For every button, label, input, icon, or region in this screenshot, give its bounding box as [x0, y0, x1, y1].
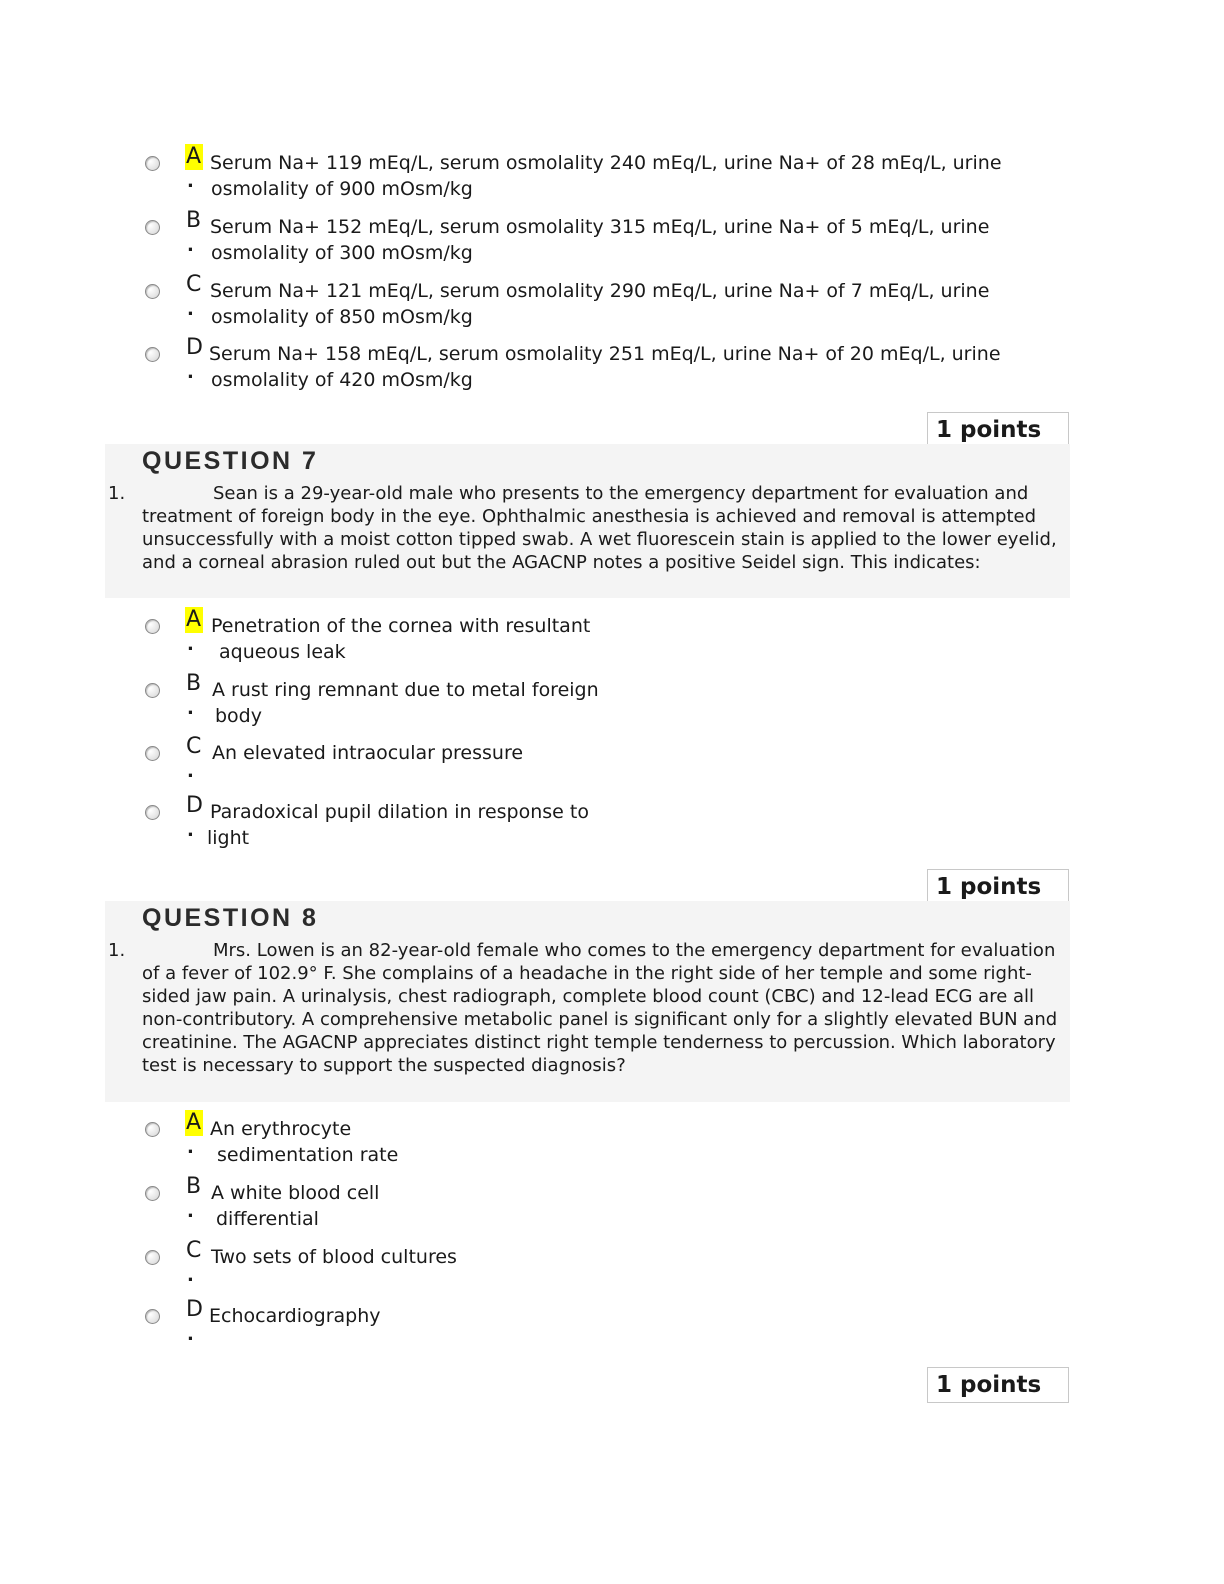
points-box-q9: [927, 1367, 1069, 1403]
option-text-line1: Two sets of blood cultures: [211, 1246, 457, 1268]
option-text-line2: osmolality of 900 mOsm/kg: [211, 178, 473, 200]
points-label: 1 points: [936, 1372, 1042, 1398]
radio-button-icon[interactable]: [145, 746, 160, 761]
question-text: [142, 482, 1067, 574]
option-period: .: [187, 634, 194, 655]
points-label: 1 points: [936, 417, 1042, 443]
radio-button-icon[interactable]: [145, 220, 160, 235]
option-period: .: [187, 1324, 194, 1345]
question-title: QUESTION 7: [142, 447, 319, 475]
option-letter: D: [186, 335, 203, 360]
option-letter: A: [186, 1110, 202, 1135]
option-text-line1: Serum Na+ 158 mEq/L, serum osmolality 251 mEq/L, urine Na+ of 20 mEq/L, urine: [209, 343, 1001, 365]
option-letter: A: [186, 607, 202, 632]
option-text-line2: light: [207, 827, 250, 849]
option-letter: D: [186, 793, 203, 818]
points-label: 1 points: [936, 874, 1042, 900]
option-letter: C: [186, 734, 202, 759]
option-period: .: [187, 1137, 194, 1158]
option-text-line1: A rust ring remnant due to metal foreign: [212, 679, 599, 701]
radio-button-icon[interactable]: [145, 1309, 160, 1324]
option-text-line1: Serum Na+ 121 mEq/L, serum osmolality 290 mEq/L, urine Na+ of 7 mEq/L, urine: [210, 280, 990, 302]
option-text-line2: osmolality of 420 mOsm/kg: [211, 369, 473, 391]
option-text-line1: An erythrocyte: [210, 1118, 352, 1140]
option-period: .: [187, 299, 194, 320]
question-number: 1.: [108, 940, 126, 961]
option-letter: C: [186, 272, 202, 297]
option-letter: B: [186, 208, 202, 233]
option-text-line2: sedimentation rate: [217, 1144, 399, 1166]
option-text-line1: Penetration of the cornea with resultant: [211, 615, 591, 637]
option-text-line1: Paradoxical pupil dilation in response to: [210, 801, 589, 823]
question-prompt: Sean is a 29-year-old male who presents to the emergency department for evaluation and treatment of foreign body in the eye. Ophthalmic anesthesia is achieved and removal is attempted unsuccessfully with a moist cotton tipped swab. A wet fluorescein stain is applied to the lower eyelid, and a corneal abrasion ruled out but the AGACNP notes a positive Seidel sign. This indicates:: [142, 483, 1057, 573]
question-text: [142, 939, 1067, 1077]
option-letter: B: [186, 1174, 202, 1199]
radio-button-icon[interactable]: [145, 1186, 160, 1201]
option-text-line2: osmolality of 850 mOsm/kg: [211, 306, 473, 328]
radio-button-icon[interactable]: [145, 1250, 160, 1265]
option-letter: A: [186, 144, 202, 169]
option-text-line1: Serum Na+ 152 mEq/L, serum osmolality 315 mEq/L, urine Na+ of 5 mEq/L, urine: [210, 216, 990, 238]
radio-button-icon[interactable]: [145, 683, 160, 698]
radio-button-icon[interactable]: [145, 156, 160, 171]
option-period: .: [187, 1201, 194, 1222]
option-period: .: [187, 235, 194, 256]
option-text-line1: A white blood cell: [211, 1182, 380, 1204]
option-text-line2: body: [215, 705, 262, 727]
option-text-line2: osmolality of 300 mOsm/kg: [211, 242, 473, 264]
option-text-line1: An elevated intraocular pressure: [212, 742, 524, 764]
option-letter: B: [186, 671, 202, 696]
option-period: .: [187, 820, 194, 841]
question-prompt: Mrs. Lowen is an 82-year-old female who comes to the emergency department for evaluation of a fever of 102.9° F. She complains of a headache in the right side of her temple and some right-sided jaw pain. A urinalysis, chest radiograph, complete blood count (CBC) and 12-lead ECG are all non-contributory. A comprehensive metabolic panel is significant only for a slightly elevated BUN and creatinine. The AGACNP appreciates distinct right temple tenderness to percussion. Which laboratory test is necessary to support the suspected diagnosis?: [142, 940, 1058, 1076]
radio-button-icon[interactable]: [145, 284, 160, 299]
points-box-q8: [927, 869, 1069, 905]
radio-button-icon[interactable]: [145, 619, 160, 634]
option-period: .: [187, 1265, 194, 1286]
option-letter: C: [186, 1238, 202, 1263]
option-period: .: [187, 698, 194, 719]
radio-button-icon[interactable]: [145, 1122, 160, 1137]
option-text-line2: aqueous leak: [219, 641, 346, 663]
radio-button-icon[interactable]: [145, 805, 160, 820]
option-period: .: [187, 362, 194, 383]
option-text-line1: Serum Na+ 119 mEq/L, serum osmolality 240 mEq/L, urine Na+ of 28 mEq/L, urine: [210, 152, 1002, 174]
points-box-q7: [927, 412, 1069, 448]
radio-button-icon[interactable]: [145, 347, 160, 362]
option-period: .: [187, 171, 194, 192]
option-period: .: [187, 761, 194, 782]
option-text-line1: Echocardiography: [209, 1305, 381, 1327]
question-number: 1.: [108, 483, 126, 504]
option-text-line2: differential: [216, 1208, 319, 1230]
question-title: QUESTION 8: [142, 904, 319, 932]
option-letter: D: [186, 1297, 203, 1322]
